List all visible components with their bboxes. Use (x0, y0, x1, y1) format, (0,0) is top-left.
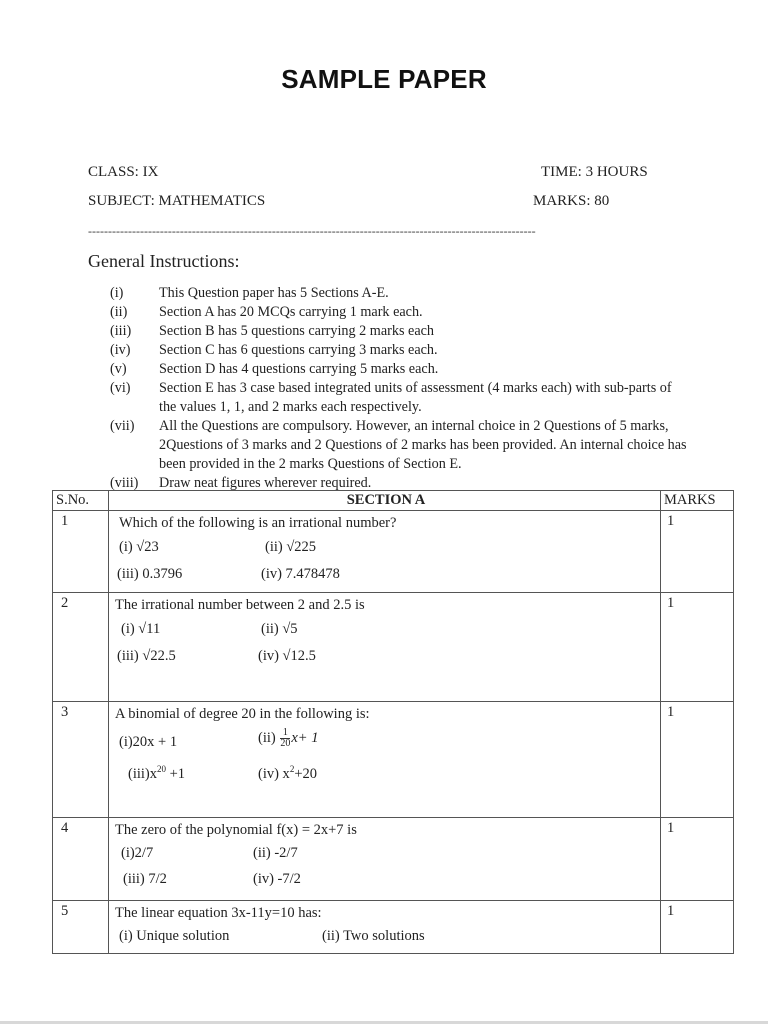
option: (iii) √22.5 (117, 648, 176, 664)
option: (ii) $\frac{1}{20}$ x+ 1 (258, 727, 319, 749)
instructions-list (110, 284, 690, 493)
table-row (53, 593, 734, 702)
question-marks: 1 (661, 702, 734, 818)
question-text: Which of the following is an irrational number? (119, 515, 397, 531)
table-header-row (53, 491, 734, 511)
question-number: 3 (53, 702, 109, 818)
question-marks: 1 (661, 818, 734, 901)
option: (ii) -2/7 (253, 845, 298, 861)
question-number: 1 (53, 511, 109, 593)
question-cell (109, 818, 661, 901)
option: (i) Unique solution (119, 928, 230, 944)
instruction-item: (v) Section D has 4 questions carrying 5 marks each. (110, 361, 439, 377)
section-header: SECTION A (109, 491, 661, 511)
question-cell (109, 593, 661, 702)
option: (iii) 7/2 (123, 871, 167, 887)
question-marks: 1 (661, 901, 734, 954)
question-marks: 1 (661, 511, 734, 593)
option: (ii) √5 (261, 621, 298, 637)
time-label: TIME: 3 HOURS (541, 164, 648, 180)
dashed-divider: ---------------------------------------------------------------------------------------------------------------- (88, 224, 536, 236)
questions-table (52, 490, 734, 954)
marks-label: MARKS: 80 (533, 193, 610, 209)
marks-header: MARKS (661, 491, 734, 511)
table-row (53, 702, 734, 818)
question-cell (109, 511, 661, 593)
instruction-item: (iv) Section C has 6 questions carrying 3 marks each. (110, 342, 438, 358)
question-number: 4 (53, 818, 109, 901)
table-row (53, 901, 734, 954)
page-title: SAMPLE PAPER (281, 64, 487, 94)
sno-header: S.No. (53, 491, 109, 511)
question-text: The zero of the polynomial f(x) = 2x+7 is (115, 822, 357, 838)
question-number: 2 (53, 593, 109, 702)
question-text: The linear equation 3x-11y=10 has: (115, 905, 322, 921)
instruction-item: (i) This Question paper has 5 Sections A-E. (110, 285, 389, 301)
instruction-item: (ii) Section A has 20 MCQs carrying 1 mark each. (110, 304, 423, 320)
subject-label: SUBJECT: MATHEMATICS (88, 193, 266, 209)
instruction-item: (vi) Section E has 3 case based integrated units of assessment (4 marks each) with sub-parts of the values 1, 1, and 2 marks each respectively. (110, 380, 672, 415)
option: (ii) Two solutions (322, 928, 425, 944)
table-row (53, 511, 734, 593)
option: (iv) 7.478478 (261, 566, 340, 582)
question-number: 5 (53, 901, 109, 954)
option: $(iii)x^{20} +1$ (128, 764, 186, 782)
instruction-item: (iii) Section B has 5 questions carrying 2 marks each (110, 323, 435, 339)
question-text: A binomial of degree 20 in the following is: (115, 706, 370, 722)
option: (iii) 0.3796 (117, 566, 183, 582)
class-label: CLASS: IX (88, 164, 159, 180)
question-cell (109, 702, 661, 818)
instruction-item: (viii) Draw neat figures wherever required. (110, 475, 372, 491)
option: (i) √11 (121, 621, 161, 637)
option: (iv) √12.5 (258, 648, 316, 664)
question-cell (109, 901, 661, 954)
table-row (53, 818, 734, 901)
option: (iv) -7/2 (253, 871, 301, 887)
fraction: $\frac{1}{20}$ (280, 727, 291, 749)
question-marks: 1 (661, 593, 734, 702)
option: (i)20x + 1 (119, 734, 178, 750)
option: (iv) $x^2+20$ (258, 764, 317, 782)
question-text: The irrational number between 2 and 2.5 is (115, 597, 365, 613)
instructions-heading: General Instructions: (88, 251, 240, 271)
option: (i)2/7 (121, 845, 154, 861)
instruction-item: (vii) All the Questions are compulsory. However, an internal choice in 2 Questions of 5 marks, 2Questions of 3 marks and 2 Questions of 2 marks has been provided. An internal choice has been provided in the 2 marks Questions of Section E. (110, 418, 687, 472)
option: (ii) √225 (265, 539, 317, 555)
option: (i) √23 (119, 539, 159, 555)
